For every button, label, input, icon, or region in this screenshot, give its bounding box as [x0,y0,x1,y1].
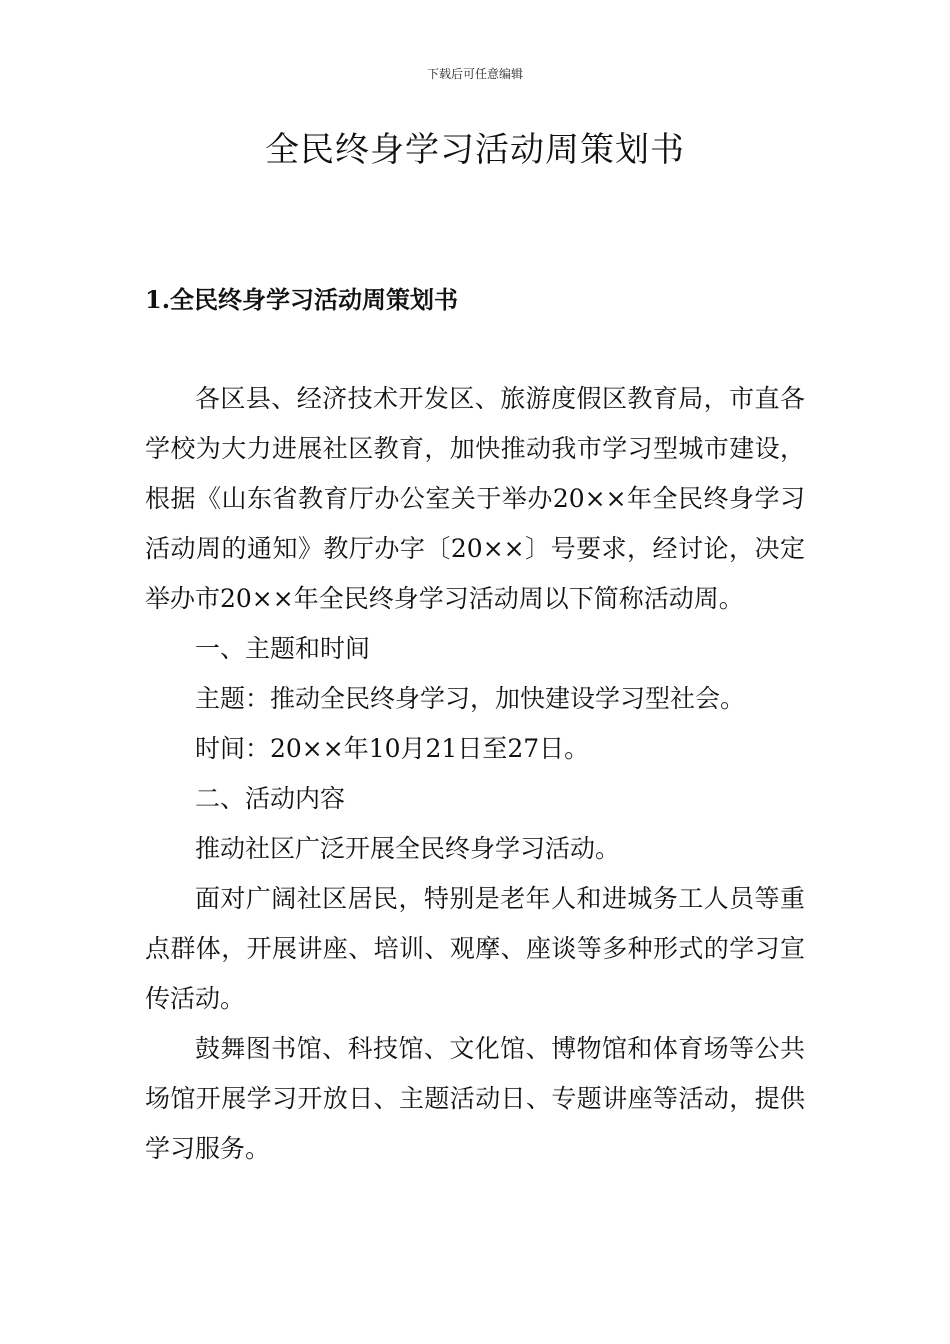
heading-theme-and-time: 一、主题和时间 [195,634,371,663]
paragraph-public-venues: 鼓舞图书馆、科技馆、文化馆、博物馆和体育场等公共场馆开展学习开放日、主题活动日、专题讲座等活动，提供学习服务。 [145,1034,805,1163]
document-title: 全民终身学习活动周策划书 [265,130,685,170]
page-header-note: 下载后可任意编辑 [426,67,523,81]
paragraph-community-activities: 推动社区广泛开展全民终身学习活动。 [195,834,621,863]
document-body [145,374,805,1174]
section-heading: 1.全民终身学习活动周策划书 [145,285,459,314]
paragraph-target-groups: 面对广阔社区居民，特别是老年人和进城务工人员等重点群体，开展讲座、培训、观摩、座谈等多种形式的学习宣传活动。 [145,884,805,1013]
heading-activity-content: 二、活动内容 [195,784,346,813]
paragraph-intro: 各区县、经济技术开发区、旅游度假区教育局，市直各学校为大力进展社区教育，加快推动我市学习型城市建设，根据《山东省教育厅办公室关于举办20××年全民终身学习活动周的通知》教厅办字〔20××〕号要求，经讨论，决定举办市20××年全民终身学习活动周以下简称活动周。 [145,384,805,613]
paragraph-theme: 主题：推动全民终身学习，加快建设学习型社会。 [195,684,746,713]
paragraph-time: 时间：20××年10月21日至27日。 [195,734,590,763]
